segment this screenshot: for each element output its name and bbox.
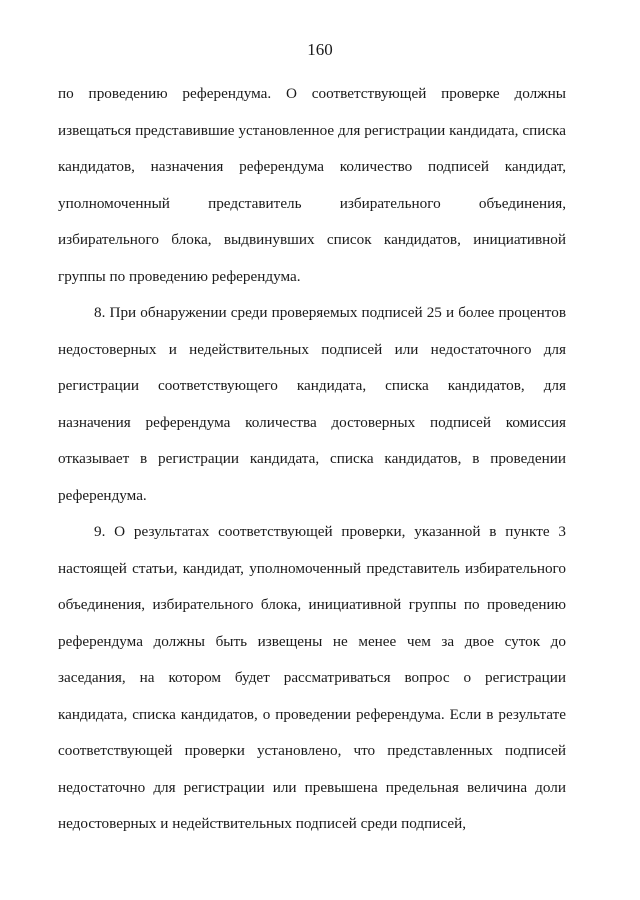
paragraph-item-9: 9. О результатах соответствующей проверки, указанной в пункте 3 настоящей статьи, кандидат, уполномоченный представитель избирательного объединения, избирательного блока, инициативной группы по проведению референдума должны быть извещены не менее чем за двое суток до заседания, на котором будет рассматриваться вопрос о регистрации кандидата, списка кандидатов, о проведении референдума. Если в результате соответствующей проверки установлено, что представленных подписей недостаточно для регистрации или превышена предельная величина доли недостоверных и недействительных подписей среди подписей,	[58, 523, 566, 832]
page-number: 160	[307, 40, 333, 59]
paragraph-continuation: по проведению референдума. О соответствующей проверке должны извещаться представившие установленное для регистрации кандидата, списка кандидатов, назначения референдума количество подписей кандидат, уполномоченный представитель избирательного объединения, избирательного блока, выдвинувших список кандидатов, инициативной группы по проведению референдума.	[58, 85, 566, 285]
document-body	[58, 76, 566, 843]
paragraph-item-8: 8. При обнаружении среди проверяемых подписей 25 и более процентов недостоверных и недействительных подписей или недостаточного для регистрации соответствующего кандидата, списка кандидатов, для назначения референдума количества достоверных подписей комиссия отказывает в регистрации кандидата, списка кандидатов, в проведении референдума.	[58, 304, 566, 504]
